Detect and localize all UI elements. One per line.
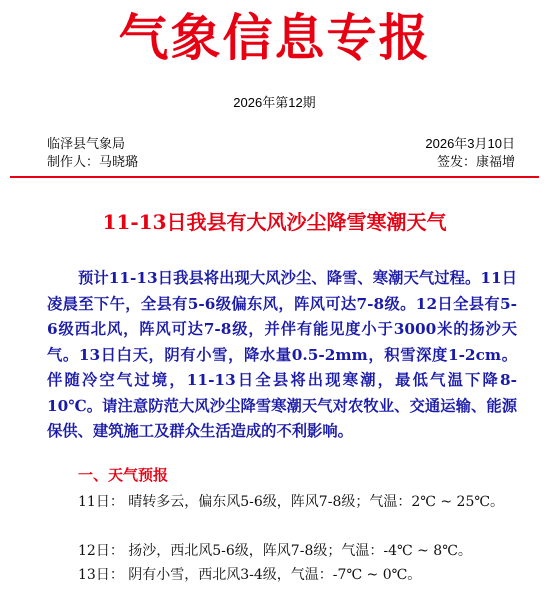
issue-number: 2026年第12期 bbox=[233, 95, 316, 110]
headline: 11-13日我县有大风沙尘降雪寒潮天气 bbox=[102, 210, 447, 234]
masthead-title: 气象信息专报 bbox=[118, 9, 431, 67]
forecast-day-11: 11日： 晴转多云，偏东风5-6级，阵风7-8级；气温：2℃ ~ 25℃。 bbox=[78, 494, 505, 510]
signer: 签发：康福增 bbox=[436, 154, 515, 169]
forecast-day-12: 12日： 扬沙，西北风5-6级，阵风7-8级；气温：-4℃ ~ 8℃。 bbox=[78, 543, 472, 559]
issue-date: 2026年3月10日 bbox=[425, 136, 515, 151]
section-title-forecast: 一、天气预报 bbox=[78, 466, 169, 484]
header-divider bbox=[10, 176, 539, 178]
author: 制作人：马晓璐 bbox=[47, 154, 139, 169]
issuing-org: 临泽县气象局 bbox=[47, 136, 126, 151]
forecast-day-13: 13日： 阴有小雪，西北风3-4级，气温：-7℃ ~ 0℃。 bbox=[78, 567, 422, 583]
intro-paragraph: 预计11-13日我县将出现大风沙尘、降雪、寒潮天气过程。11日凌晨至下午，全县有5-6级偏东风，阵风可达7-8级。12日全县有5-6级西北风，阵风可达7-8级，并伴有能见度小于3000米的扬沙天气。13日白天，阴有小雪，降水量0.5-2mm，积雪深度1-2cm。伴随冷空气过境，11-13日全县将出现寒潮，最低气温下降8-10℃。请注意防范大风沙尘降雪寒潮天气对农牧业、交通运输、能源保供、建筑施工及群众生活造成的不利影响。 bbox=[47, 269, 517, 440]
